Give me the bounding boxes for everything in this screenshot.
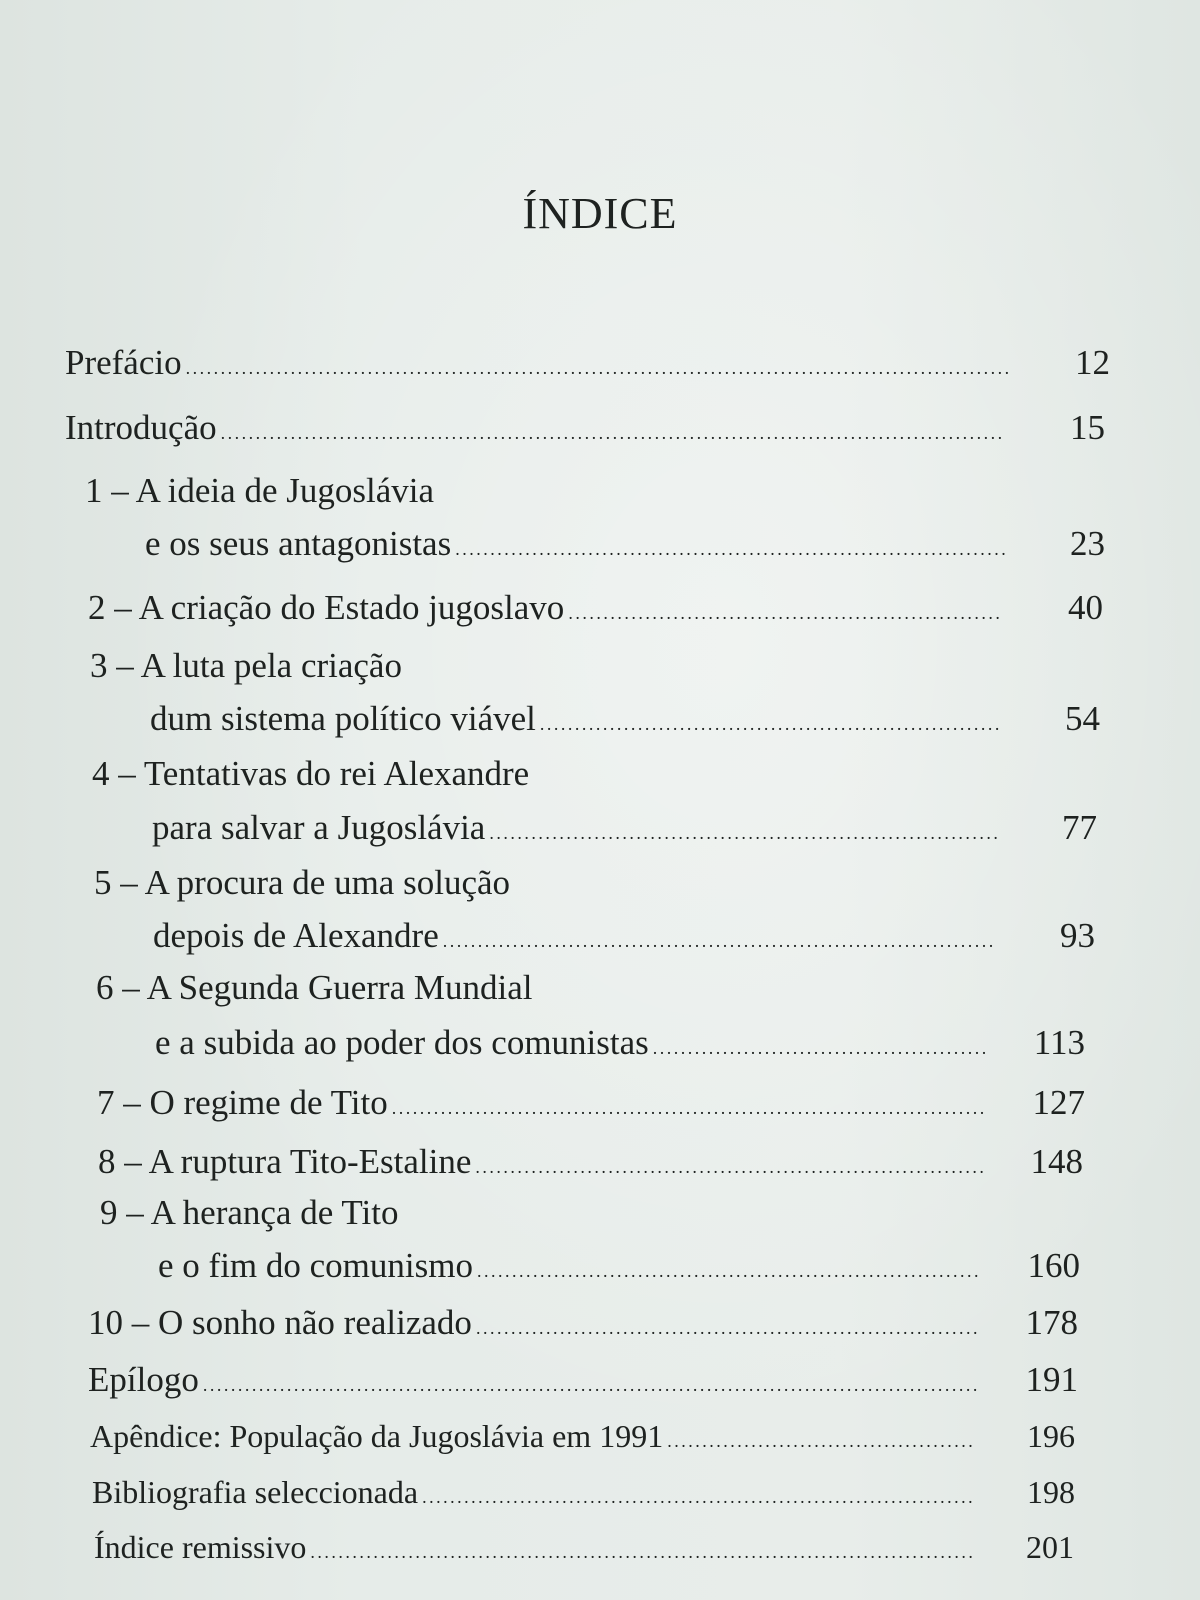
toc-entry-title: Introdução xyxy=(65,408,217,447)
toc-entry-title-text: O regime de Tito xyxy=(149,1083,388,1122)
dot-leader xyxy=(653,1025,985,1060)
toc-entry-introducao xyxy=(65,410,1105,445)
dot-leader xyxy=(443,918,995,953)
toc-entry-title xyxy=(98,1144,471,1179)
toc-page-number: 198 xyxy=(1027,1474,1075,1510)
toc-entry-chapter-6-cont xyxy=(155,1025,1085,1060)
dot-leader xyxy=(568,590,1003,625)
toc-page-number: 160 xyxy=(1027,1246,1080,1285)
toc-page-number: 148 xyxy=(1030,1142,1083,1181)
chapter-number: 2 – xyxy=(88,588,132,627)
toc-entry-subtitle: para salvar a Jugoslávia xyxy=(152,808,486,847)
chapter-number: 3 – xyxy=(90,646,134,685)
toc-page-number: 191 xyxy=(1025,1360,1078,1399)
toc-page-number: 54 xyxy=(1065,699,1100,738)
toc-entry-epilogo xyxy=(88,1362,1078,1397)
toc-entry-chapter-4 xyxy=(92,756,529,791)
dot-leader xyxy=(203,1362,978,1397)
toc-entry-prefacio xyxy=(65,345,1110,380)
toc-entry-chapter-6 xyxy=(96,970,532,1005)
dot-leader xyxy=(667,1420,975,1452)
toc-entry-chapter-4-cont xyxy=(152,810,1097,845)
toc-entry-chapter-9 xyxy=(100,1195,398,1230)
dot-leader xyxy=(475,1144,983,1179)
toc-entry-title xyxy=(97,1085,388,1120)
toc-page-number: 23 xyxy=(1070,524,1105,563)
toc-entry-title-text: A ruptura Tito-Estaline xyxy=(148,1142,472,1181)
chapter-number: 5 – xyxy=(94,863,138,902)
toc-entry-title: Índice remissivo xyxy=(94,1529,307,1565)
toc-entry-title: Apêndice: População da Jugoslávia em 1991 xyxy=(90,1418,664,1454)
chapter-number: 4 – xyxy=(92,754,136,793)
toc-page-number: 178 xyxy=(1025,1303,1078,1342)
toc-entry-title xyxy=(88,590,564,625)
page-title: ÍNDICE xyxy=(522,189,678,238)
toc-entry-chapter-3 xyxy=(90,648,402,683)
toc-page-number: 196 xyxy=(1027,1418,1075,1454)
toc-page-number: 113 xyxy=(1033,1023,1085,1062)
toc-entry-title: A luta pela criação xyxy=(140,646,402,685)
toc-page-number: 201 xyxy=(1026,1529,1074,1565)
chapter-number: 9 – xyxy=(100,1193,144,1232)
toc-entry-chapter-5-cont xyxy=(153,918,1095,953)
toc-entry-chapter-10 xyxy=(88,1305,1078,1340)
toc-entry-chapter-7 xyxy=(97,1085,1085,1120)
toc-entry-subtitle: depois de Alexandre xyxy=(153,916,439,955)
toc-entry-indice-remissivo xyxy=(94,1531,1074,1563)
toc-entry-subtitle: e os seus antagonistas xyxy=(145,524,452,563)
toc-entry-title: Tentativas do rei Alexandre xyxy=(143,754,530,793)
chapter-number: 8 – xyxy=(98,1142,142,1181)
toc-page-number: 93 xyxy=(1060,916,1095,955)
toc-entry-title: Epílogo xyxy=(88,1360,199,1399)
dot-leader xyxy=(476,1305,978,1340)
dot-leader xyxy=(221,410,1005,445)
toc-entry-title: Bibliografia seleccionada xyxy=(92,1474,419,1510)
toc-entry-title xyxy=(88,1305,472,1340)
toc-entry-title-text: A criação do Estado jugoslavo xyxy=(138,588,565,627)
toc-entry-subtitle: dum sistema político viável xyxy=(150,699,536,738)
toc-entry-chapter-1 xyxy=(85,473,434,508)
toc-entry-apendice xyxy=(90,1420,1075,1452)
toc-page-number: 127 xyxy=(1032,1083,1085,1122)
dot-leader xyxy=(477,1248,980,1283)
toc-entry-chapter-3-cont xyxy=(150,701,1100,736)
toc-page-number: 12 xyxy=(1075,343,1110,382)
toc-entry-title: A procura de uma solução xyxy=(144,863,511,902)
toc-entry-subtitle: e a subida ao poder dos comunistas xyxy=(155,1023,649,1062)
chapter-number: 6 – xyxy=(96,968,140,1007)
dot-leader xyxy=(186,345,1010,380)
toc-entry-chapter-9-cont xyxy=(158,1248,1080,1283)
toc-entry-chapter-2 xyxy=(88,590,1103,625)
toc-entry-title: A Segunda Guerra Mundial xyxy=(146,968,533,1007)
dot-leader xyxy=(455,526,1005,561)
toc-entry-chapter-1-cont xyxy=(145,526,1105,561)
dot-leader xyxy=(310,1531,974,1563)
toc-entry-title: A ideia de Jugoslávia xyxy=(135,471,434,510)
toc-entry-title-text: O sonho não realizado xyxy=(158,1303,472,1342)
toc-entry-subtitle: e o fim do comunismo xyxy=(158,1246,473,1285)
chapter-number: 10 – xyxy=(88,1303,150,1342)
toc-page-number: 40 xyxy=(1068,588,1103,627)
toc-page-number: 77 xyxy=(1062,808,1097,847)
dot-leader xyxy=(489,810,997,845)
toc-entry-chapter-5 xyxy=(94,865,510,900)
dot-leader xyxy=(540,701,1000,736)
dot-leader xyxy=(422,1476,975,1508)
dot-leader xyxy=(392,1085,985,1120)
toc-entry-title: Prefácio xyxy=(65,343,182,382)
toc-page-number: 15 xyxy=(1070,408,1105,447)
chapter-number: 7 – xyxy=(97,1083,141,1122)
toc-entry-title: A herança de Tito xyxy=(150,1193,399,1232)
chapter-number: 1 – xyxy=(85,471,129,510)
toc-entry-chapter-8 xyxy=(98,1144,1083,1179)
toc-entry-bibliografia xyxy=(92,1476,1075,1508)
